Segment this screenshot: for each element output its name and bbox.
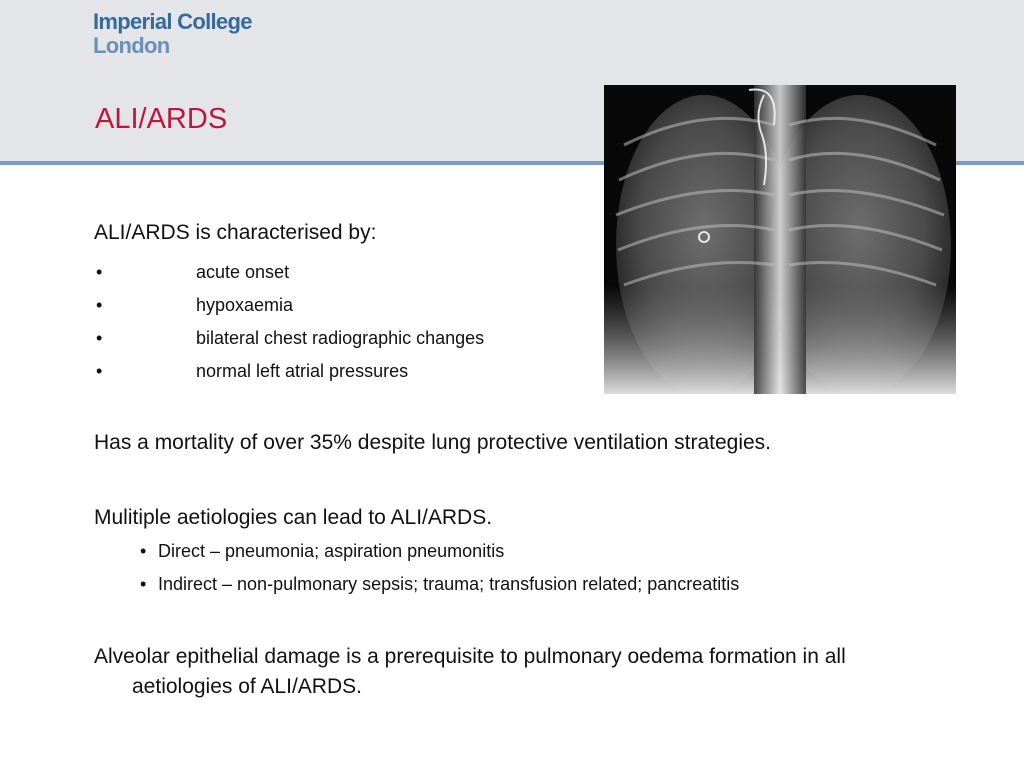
bullet: •	[140, 574, 147, 594]
chest-xray-image	[604, 85, 956, 394]
criterion-text: hypoxaemia	[196, 295, 294, 315]
aetiology-text: Direct – pneumonia; aspiration pneumonitis	[158, 541, 505, 561]
conclusion-statement: Alveolar epithelial damage is a prerequisite to pulmonary oedema formation in all aetiologies of ALI/ARDS.	[94, 645, 846, 698]
criterion-text: normal left atrial pressures	[196, 361, 409, 381]
slide-title: ALI/ARDS	[95, 103, 228, 135]
bullet: •	[96, 328, 103, 348]
mortality-statement: Has a mortality of over 35% despite lung protective ventilation strategies.	[94, 431, 772, 454]
aetiology-text: Indirect – non-pulmonary sepsis; trauma; transfusion related; pancreatitis	[158, 574, 740, 594]
imperial-college-logo	[93, 11, 252, 57]
bullet: •	[96, 295, 103, 315]
criterion-text: acute onset	[196, 262, 290, 282]
criterion-text: bilateral chest radiographic changes	[196, 328, 485, 348]
chest-xray-graphic	[604, 85, 956, 394]
aetiologies-heading: Mulitiple aetiologies can lead to ALI/ARDS.	[94, 506, 493, 529]
bullet: •	[96, 361, 103, 381]
logo-line-2: London	[93, 33, 170, 58]
bullet: •	[96, 262, 103, 282]
bullet: •	[140, 541, 147, 561]
logo-line-1: Imperial College	[93, 9, 252, 34]
criteria-intro: ALI/ARDS is characterised by:	[94, 221, 377, 244]
